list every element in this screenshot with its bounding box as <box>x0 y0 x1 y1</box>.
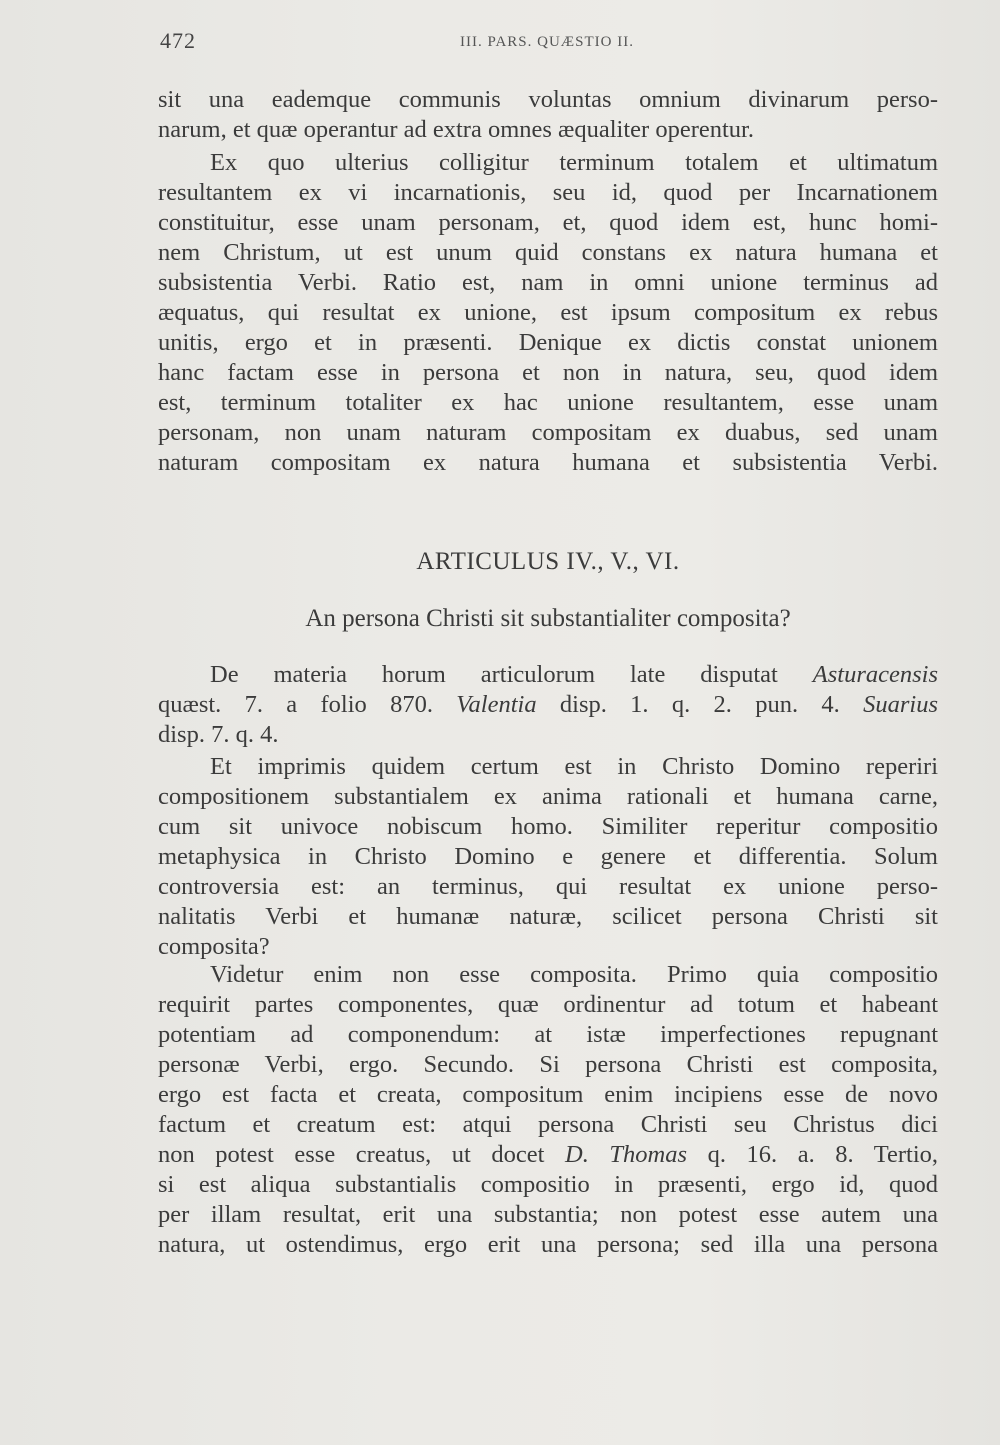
text-line: naturam compositam ex natura humana et subsistentia Verbi. <box>158 449 938 476</box>
text-line: Ex quo ulterius colligitur terminum totalem et ultimatum <box>210 149 938 176</box>
text-line: requirit partes componentes, quæ ordinentur ad totum et habeant <box>158 991 938 1018</box>
text-line: personæ Verbi, ergo. Secundo. Si persona Christi est composita, <box>158 1051 938 1078</box>
text-line: hanc factam esse in persona et non in natura, seu, quod idem <box>158 359 938 386</box>
text-line: cum sit univoce nobiscum homo. Similiter reperitur compositio <box>158 813 938 840</box>
text-line <box>158 690 938 720</box>
text-line: personam, non unam naturam compositam ex duabus, sed unam <box>158 419 938 446</box>
page-number: 472 <box>160 28 196 53</box>
text-line <box>158 1140 938 1170</box>
text-span: De materia horum articulorum late disputat <box>210 661 778 688</box>
text-line: narum, et quæ operantur ad extra omnes æqualiter operentur. <box>158 116 754 143</box>
text-span: quæst. 7. a folio 870. <box>158 691 433 718</box>
text-line: per illam resultat, erit una substantia; non potest esse autem una <box>158 1201 938 1228</box>
text-line: sit una eademque communis voluntas omnium divinarum perso- <box>158 86 938 113</box>
text-line: nem Christum, ut est unum quid constans ex natura humana et <box>158 239 938 266</box>
text-span: disp. 1. q. 2. pun. 4. <box>559 691 840 718</box>
text-line: natura, ut ostendimus, ergo erit una persona; sed illa una persona <box>158 1231 938 1258</box>
text-line: Et imprimis quidem certum est in Christo Domino reperiri <box>210 753 938 780</box>
author-name: Valentia <box>456 691 537 718</box>
text-line: compositionem substantialem ex anima rationali et humana carne, <box>158 783 938 810</box>
text-line <box>158 660 938 690</box>
text-line: unitis, ergo et in præsenti. Denique ex dictis constat unionem <box>158 329 938 356</box>
text-line: controversia est: an terminus, qui resultat ex unione perso- <box>158 873 938 900</box>
text-line: Videtur enim non esse composita. Primo quia compositio <box>210 961 938 988</box>
text-line: æquatus, qui resultat ex unione, est ipsum compositum ex rebus <box>158 299 938 326</box>
page-header <box>160 28 940 58</box>
running-head: III. PARS. QUÆSTIO II. <box>460 34 634 50</box>
text-span: non potest esse creatus, ut docet <box>158 1141 545 1168</box>
text-line: constituitur, esse unam personam, et, quod idem est, hunc homi- <box>158 209 938 236</box>
author-name: Asturacensis <box>812 661 938 688</box>
article-question: An persona Christi sit substantialiter composita? <box>305 605 791 632</box>
text-line: nalitatis Verbi et humanæ naturæ, scilicet persona Christi sit <box>158 903 938 930</box>
author-name: Suarius <box>863 691 938 718</box>
text-line: est, terminum totaliter ex hac unione resultantem, esse unam <box>158 389 938 416</box>
text-span: q. 16. a. 8. Tertio, <box>707 1141 939 1168</box>
article-title: ARTICULUS IV., V., VI. <box>416 548 680 575</box>
text-line: metaphysica in Christo Domino e genere et differentia. Solum <box>158 843 938 870</box>
text-line: resultantem ex vi incarnationis, seu id, quod per Incarnationem <box>158 179 938 206</box>
text-line: ergo est facta et creata, compositum enim incipiens esse de novo <box>158 1081 938 1108</box>
text-line: subsistentia Verbi. Ratio est, nam in omni unione terminus ad <box>158 269 938 296</box>
author-name: D. Thomas <box>565 1141 688 1168</box>
text-line: si est aliqua substantialis compositio in præsenti, ergo id, quod <box>158 1171 938 1198</box>
text-line: potentiam ad componendum: at istæ imperfectiones repugnant <box>158 1021 938 1048</box>
text-line: factum et creatum est: atqui persona Christi seu Christus dici <box>158 1111 938 1138</box>
text-line: disp. 7. q. 4. <box>158 721 279 748</box>
text-line: composita? <box>158 933 270 960</box>
